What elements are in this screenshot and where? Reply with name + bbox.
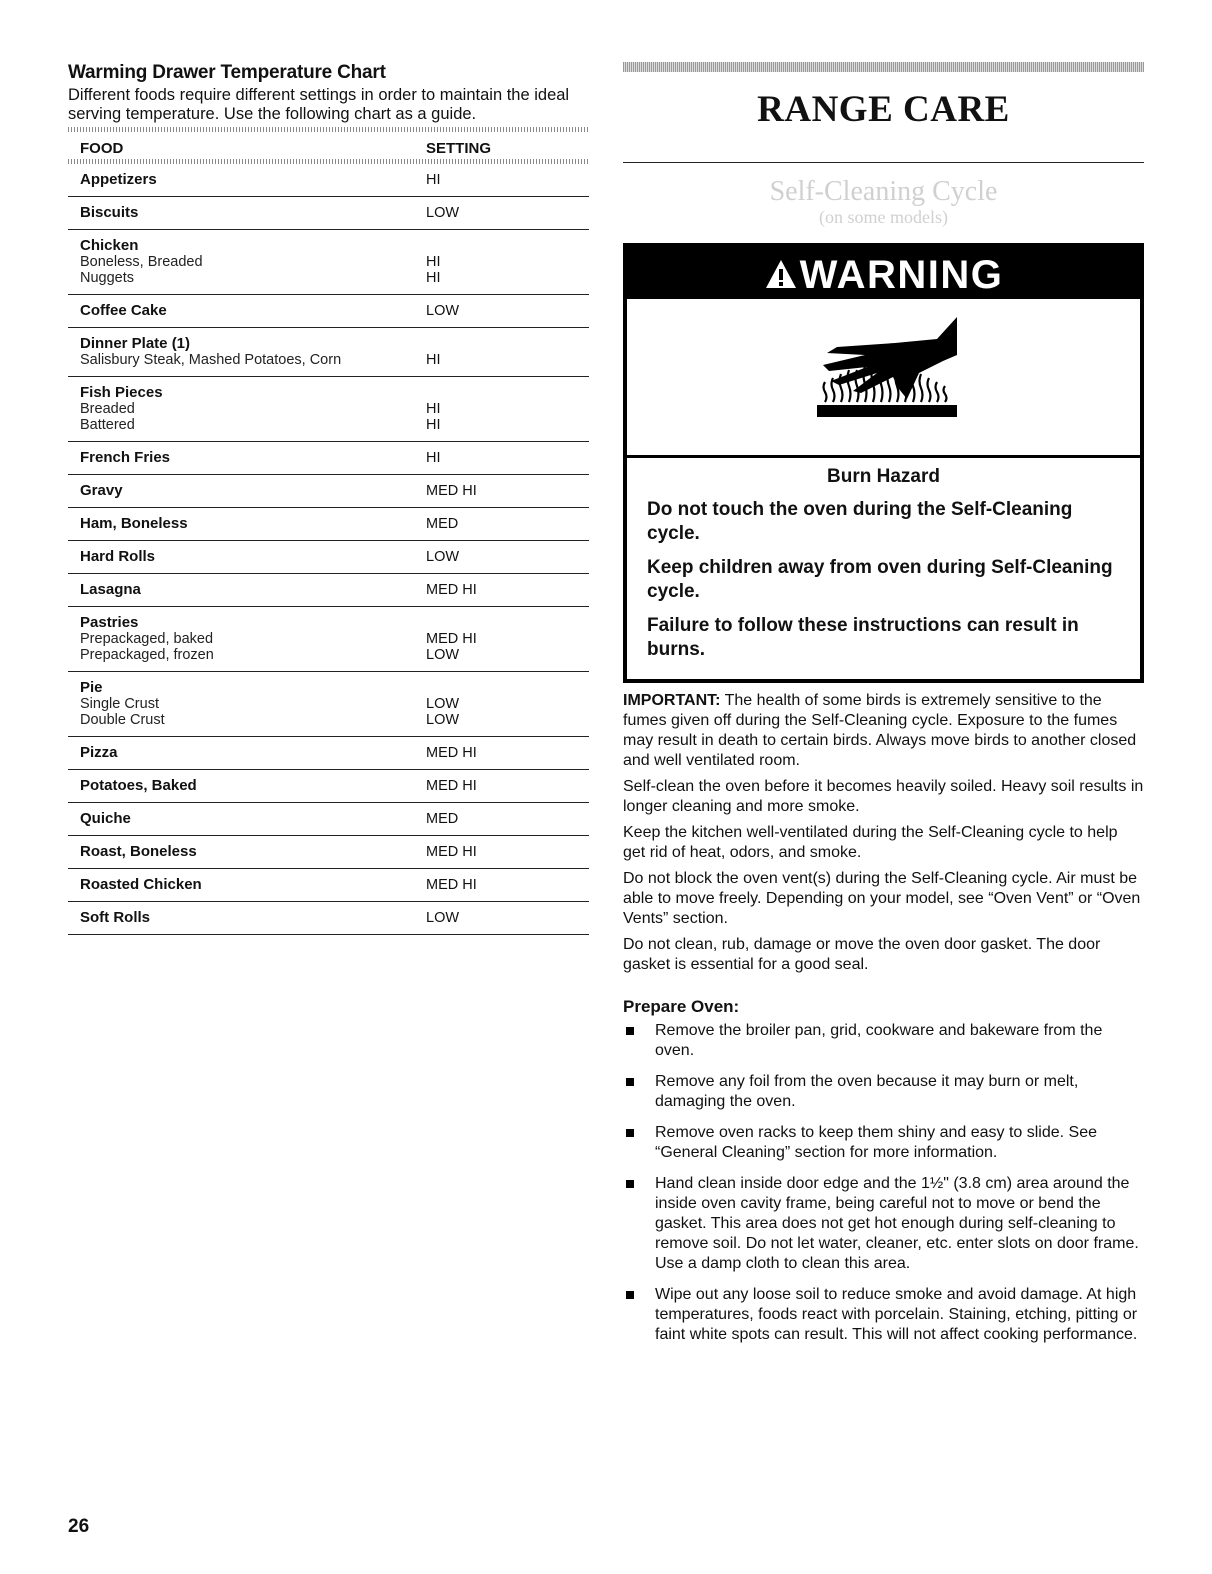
table-row xyxy=(68,377,589,442)
food-cell xyxy=(80,450,426,466)
food-cell xyxy=(80,483,426,499)
setting-cell xyxy=(426,205,459,221)
setting-cell xyxy=(426,745,477,761)
table-row xyxy=(68,442,589,475)
table-row xyxy=(68,607,589,672)
setting-cell xyxy=(426,910,459,926)
food-name: Lasagna xyxy=(80,581,141,598)
setting-value: MED HI xyxy=(426,877,477,893)
important-text: The health of some birds is extremely sensitive to the fumes given off during the Self-Cleaning cycle. Exposure to the fumes may result in death to certain birds. Always move birds to another closed and well ventilated room. xyxy=(623,692,1137,769)
table-body xyxy=(68,164,589,935)
setting-cell xyxy=(426,483,477,499)
table-header xyxy=(68,132,589,158)
warming-drawer-chart xyxy=(68,62,589,935)
warning-triangle-icon xyxy=(764,258,798,290)
food-name: Hard Rolls xyxy=(80,548,156,565)
burn-hazard-pictogram xyxy=(627,299,1140,458)
food-cell xyxy=(80,811,426,827)
food-name: Coffee Cake xyxy=(80,302,167,319)
setting-cell xyxy=(426,172,441,188)
page-number: 26 xyxy=(68,1516,90,1537)
setting-value: MED HI xyxy=(426,844,477,860)
food-cell xyxy=(80,582,426,598)
food-name: Pie xyxy=(80,679,103,696)
food-cell xyxy=(80,745,426,761)
setting-value: HI xyxy=(426,417,441,433)
setting-cell xyxy=(426,844,477,860)
setting-value: LOW xyxy=(426,303,460,319)
bullet-square-icon xyxy=(626,1129,634,1137)
food-name: Potatoes, Baked xyxy=(80,777,197,794)
setting-value: MED HI xyxy=(426,483,477,499)
setting-value: HI xyxy=(426,172,441,188)
food-cell xyxy=(80,615,426,663)
setting-value xyxy=(426,385,441,401)
setting-value: HI xyxy=(426,401,441,417)
paragraph: Do not block the oven vent(s) during the Self-Cleaning cycle. Air must be able to move freely. Depending on your model, see “Oven Vent” or “Oven Vents” section. xyxy=(623,870,1141,927)
table-row xyxy=(68,803,589,836)
bullet-square-icon xyxy=(626,1078,634,1086)
bullet-square-icon xyxy=(626,1027,634,1035)
food-cell xyxy=(80,549,426,565)
food-variant: Breaded xyxy=(80,401,135,417)
bullet-square-icon xyxy=(626,1291,634,1299)
header-bar xyxy=(623,62,1144,72)
food-name: Ham, Boneless xyxy=(80,515,188,532)
prepare-oven-heading: Prepare Oven: xyxy=(623,997,740,1016)
food-name: Dinner Plate (1) xyxy=(80,335,191,352)
setting-cell xyxy=(426,680,459,728)
table-row xyxy=(68,164,589,197)
section-subtitle: (on some models) xyxy=(819,207,948,227)
setting-value: MED xyxy=(426,811,459,827)
setting-value xyxy=(426,238,441,254)
food-name: Roast, Boneless xyxy=(80,843,197,860)
setting-cell xyxy=(426,336,441,368)
paragraph: Self-clean the oven before it becomes heavily soiled. Heavy soil results in longer cleaning and more smoke. xyxy=(623,778,1144,815)
list-item xyxy=(623,1021,1144,1061)
food-cell xyxy=(80,303,426,319)
food-column-header: FOOD xyxy=(80,140,124,157)
food-variant: Battered xyxy=(80,417,135,433)
setting-value: LOW xyxy=(426,910,460,926)
warning-label: WARNING xyxy=(799,253,1004,297)
setting-cell xyxy=(426,778,477,794)
food-name: Chicken xyxy=(80,237,139,254)
food-variant: Single Crust xyxy=(80,696,159,712)
food-variant: Nuggets xyxy=(80,270,135,286)
table-row xyxy=(68,770,589,803)
setting-cell xyxy=(426,303,459,319)
setting-value: LOW xyxy=(426,205,460,221)
table-row xyxy=(68,328,589,377)
hot-surface-hand-icon xyxy=(627,299,1140,455)
food-cell xyxy=(80,385,426,433)
chart-title: Warming Drawer Temperature Chart xyxy=(68,62,386,83)
food-cell xyxy=(80,516,426,532)
food-cell xyxy=(80,238,426,286)
setting-value: HI xyxy=(426,254,441,270)
table-row xyxy=(68,508,589,541)
list-item xyxy=(623,1123,1144,1163)
setting-value xyxy=(426,336,441,352)
food-name: Roasted Chicken xyxy=(80,876,202,893)
setting-column-header: SETTING xyxy=(426,140,492,157)
list-item xyxy=(623,1174,1144,1274)
warning-line: Do not touch the oven during the Self-Cleaning cycle. xyxy=(647,499,1073,544)
food-cell xyxy=(80,205,426,221)
food-cell xyxy=(80,910,426,926)
food-cell xyxy=(80,844,426,860)
food-cell xyxy=(80,336,426,368)
food-name: Pastries xyxy=(80,614,139,631)
bullet-square-icon xyxy=(626,1180,634,1188)
warning-line: Keep children away from oven during Self-Cleaning cycle. xyxy=(647,557,1113,602)
food-cell xyxy=(80,877,426,893)
setting-value: LOW xyxy=(426,549,460,565)
food-cell xyxy=(80,680,426,728)
food-name: French Fries xyxy=(80,449,171,466)
setting-cell xyxy=(426,516,458,532)
table-row xyxy=(68,902,589,935)
setting-cell xyxy=(426,811,458,827)
divider xyxy=(623,162,1144,163)
setting-value: MED HI xyxy=(426,778,477,794)
table-row xyxy=(68,295,589,328)
list-item-text: Remove the broiler pan, grid, cookware and bakeware from the oven. xyxy=(655,1022,1103,1059)
warning-header xyxy=(627,247,1140,299)
setting-value: LOW xyxy=(426,712,460,728)
setting-cell xyxy=(426,385,441,433)
setting-value: LOW xyxy=(426,647,460,663)
list-item-text: Hand clean inside door edge and the 1½" (3.8 cm) area around the inside oven cavity frame, being careful not to move or bend the gasket. This area does not get hot enough during self-cleaning to remove soil. Do not let water, cleaner, etc. enter slots on door frame. Use a damp cloth to clean this area. xyxy=(655,1175,1139,1272)
setting-value xyxy=(426,615,477,631)
body-text xyxy=(623,691,1144,975)
food-name: Fish Pieces xyxy=(80,384,163,401)
list-item-text: Wipe out any loose soil to reduce smoke and avoid damage. At high temperatures, foods react with porcelain. Staining, etching, pitting or faint white spots can result. This will not affect cooking performance. xyxy=(655,1286,1138,1343)
setting-cell xyxy=(426,450,441,466)
important-paragraph xyxy=(623,691,1144,771)
food-cell xyxy=(80,172,426,188)
setting-value: MED HI xyxy=(426,745,477,761)
warning-box xyxy=(623,243,1144,683)
list-item xyxy=(623,1285,1144,1345)
setting-value: HI xyxy=(426,352,441,368)
list-item-text: Remove oven racks to keep them shiny and easy to slide. See “General Cleaning” section for more information. xyxy=(655,1124,1098,1161)
setting-value xyxy=(426,680,459,696)
food-cell xyxy=(80,778,426,794)
setting-value: MED HI xyxy=(426,631,477,647)
food-name: Gravy xyxy=(80,482,123,499)
table-row xyxy=(68,230,589,295)
table-row xyxy=(68,869,589,902)
table-row xyxy=(68,574,589,607)
food-variant: Salisbury Steak, Mashed Potatoes, Corn xyxy=(80,352,342,368)
setting-cell xyxy=(426,877,477,893)
range-care-section xyxy=(623,62,1144,1356)
food-variant: Double Crust xyxy=(80,712,165,728)
section-title: Self-Cleaning Cycle xyxy=(769,176,998,207)
food-variant: Boneless, Breaded xyxy=(80,254,203,270)
table-row xyxy=(68,836,589,869)
setting-value: MED xyxy=(426,516,459,532)
list-item-text: Remove any foil from the oven because it may burn or melt, damaging the oven. xyxy=(655,1073,1079,1110)
setting-cell xyxy=(426,238,441,286)
table-row xyxy=(68,475,589,508)
food-name: Biscuits xyxy=(80,204,139,221)
paragraph: Do not clean, rub, damage or move the oven door gasket. The door gasket is essential for a good seal. xyxy=(623,936,1101,973)
food-name: Pizza xyxy=(80,744,118,761)
setting-cell xyxy=(426,615,477,663)
setting-value: HI xyxy=(426,450,441,466)
paragraph: Keep the kitchen well-ventilated during the Self-Cleaning cycle to help get rid of heat, odors, and smoke. xyxy=(623,824,1118,861)
setting-value: HI xyxy=(426,270,441,286)
prepare-oven-list xyxy=(623,1021,1144,1345)
list-item xyxy=(623,1072,1144,1112)
hazard-title: Burn Hazard xyxy=(827,466,940,487)
table-row xyxy=(68,197,589,230)
table-row xyxy=(68,672,589,737)
warning-text xyxy=(627,458,1140,679)
warning-line: Failure to follow these instructions can result in burns. xyxy=(647,615,1079,660)
food-variant: Prepackaged, baked xyxy=(80,631,214,647)
page-title: RANGE CARE xyxy=(757,89,1010,130)
food-name: Quiche xyxy=(80,810,131,827)
food-variant: Prepackaged, frozen xyxy=(80,647,214,663)
table-row xyxy=(68,541,589,574)
chart-intro: Different foods require different settings in order to maintain the ideal serving temperature. Use the following chart as a guide. xyxy=(68,86,570,123)
food-name: Soft Rolls xyxy=(80,909,150,926)
table-row xyxy=(68,737,589,770)
setting-value: LOW xyxy=(426,696,460,712)
setting-value: MED HI xyxy=(426,582,477,598)
important-label: IMPORTANT: xyxy=(623,692,721,709)
setting-cell xyxy=(426,582,477,598)
food-name: Appetizers xyxy=(80,171,157,188)
setting-cell xyxy=(426,549,459,565)
